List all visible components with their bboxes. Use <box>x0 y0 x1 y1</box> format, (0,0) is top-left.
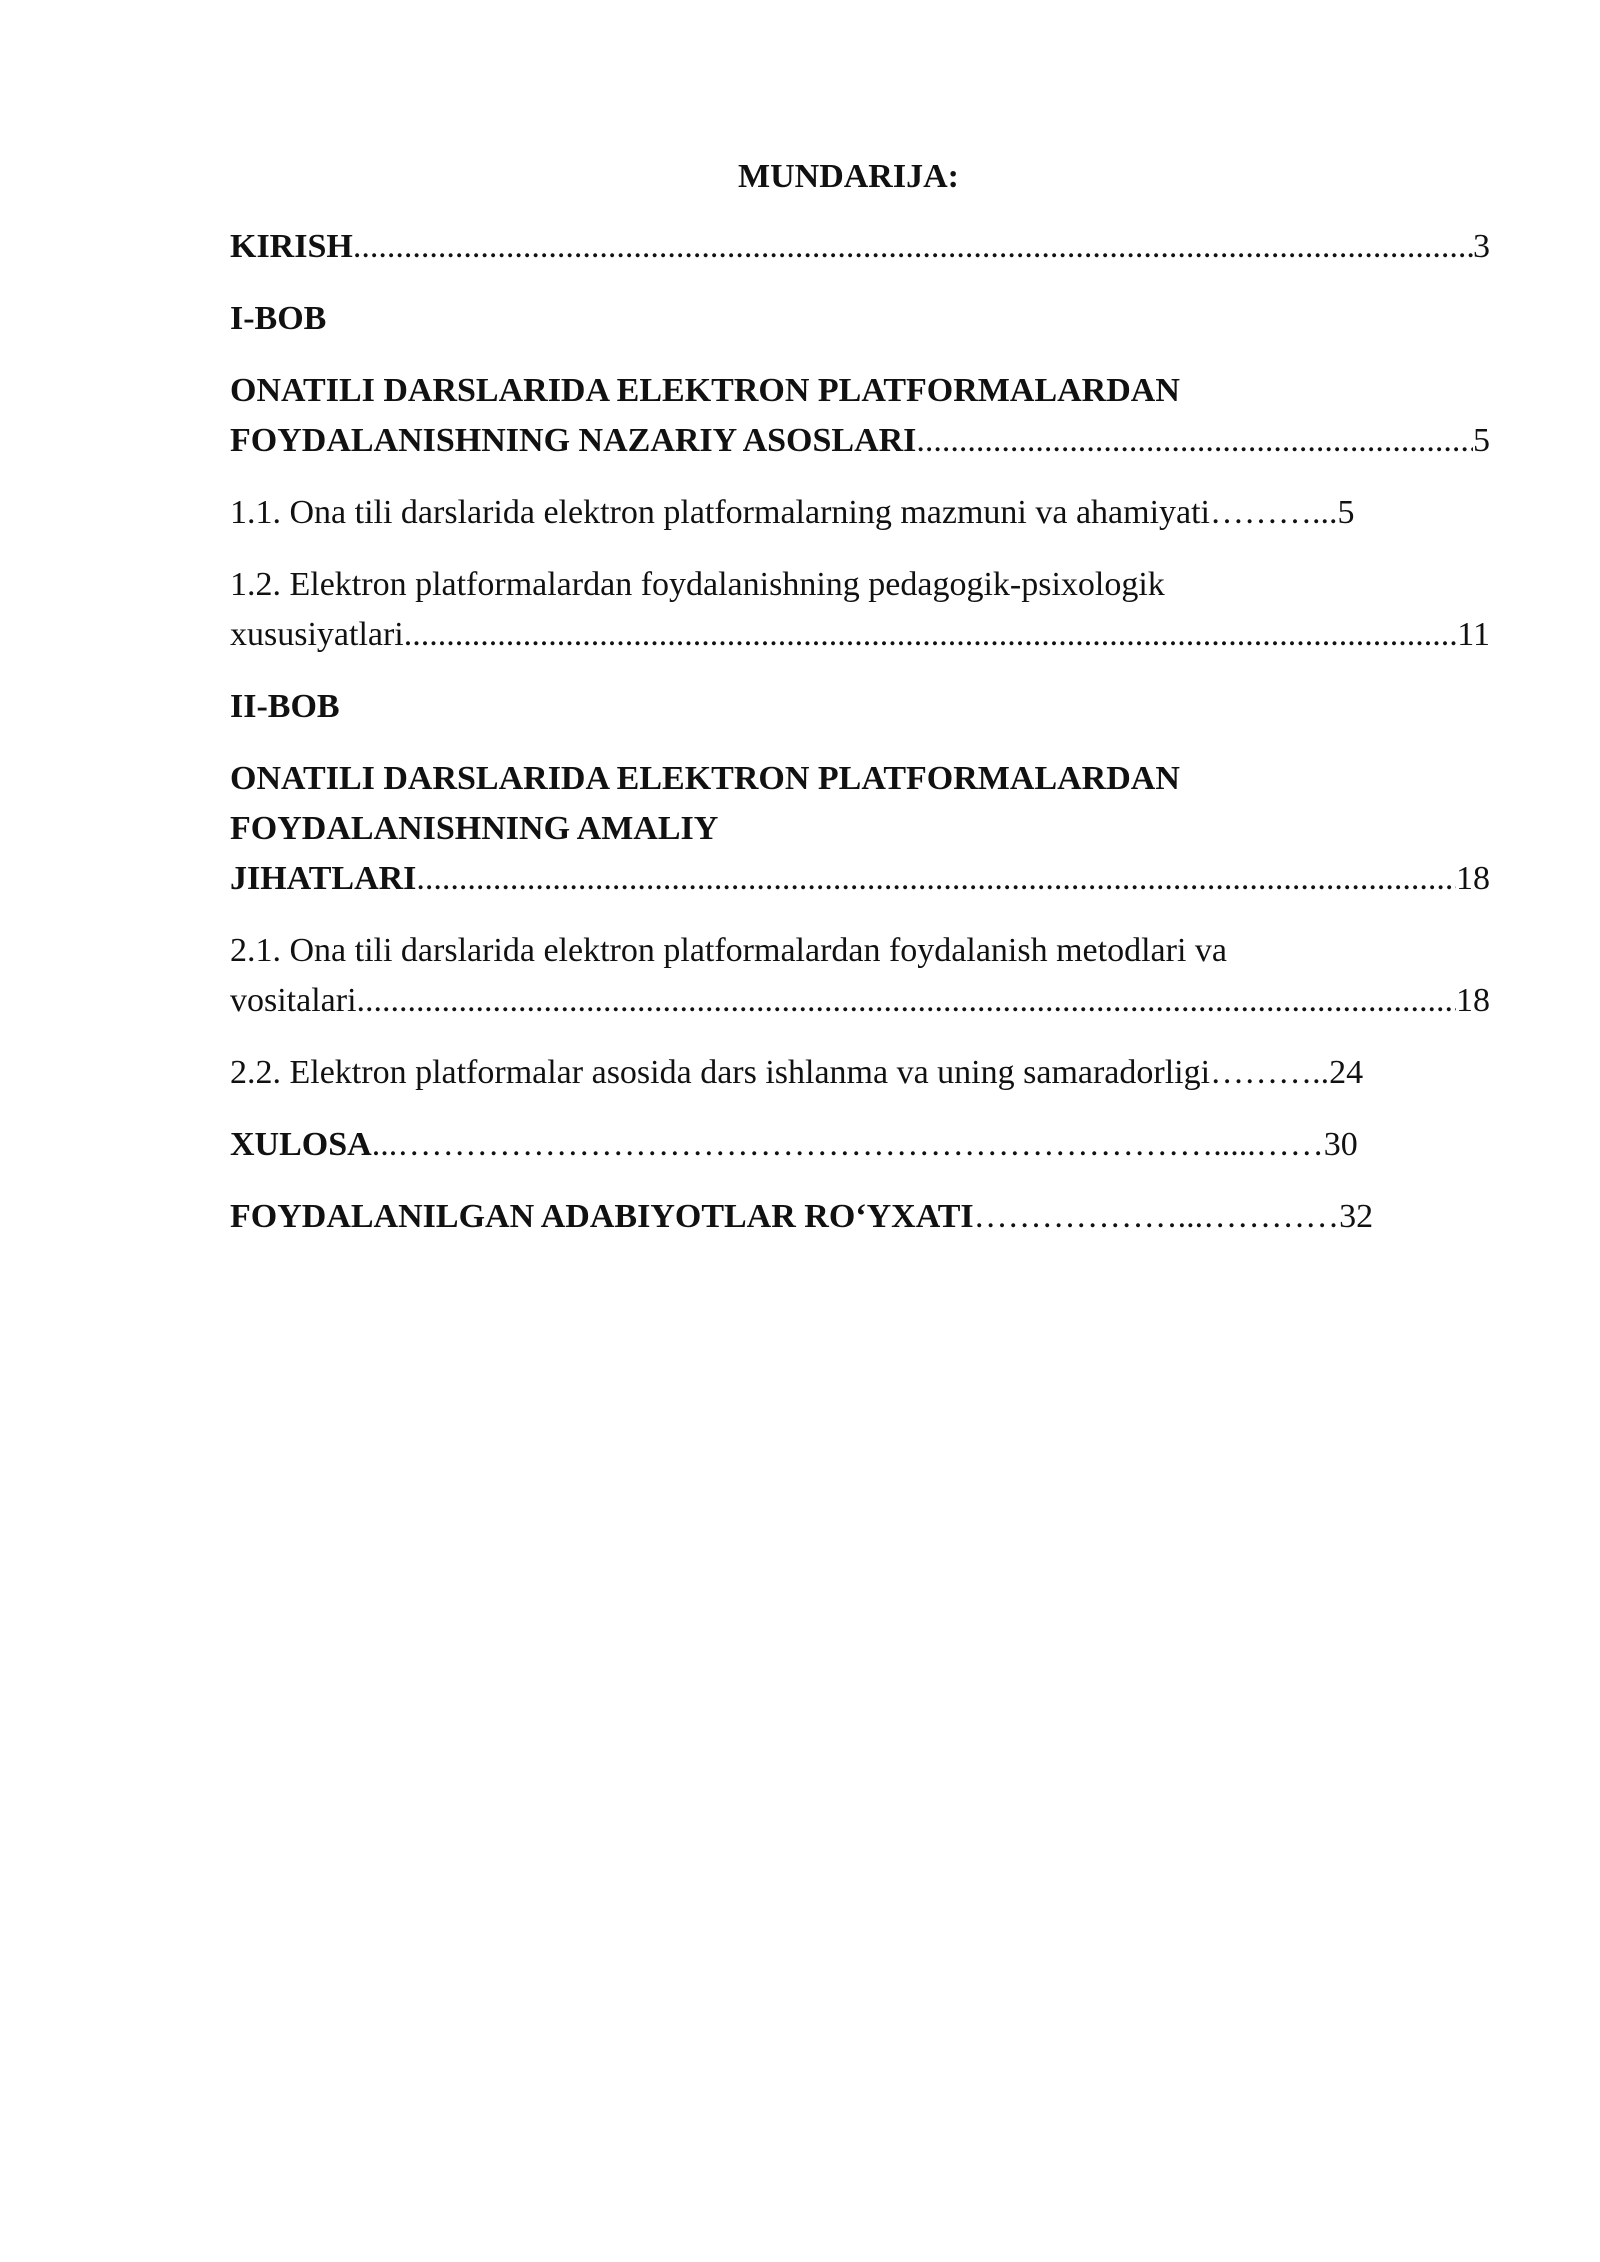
page-number: 11 <box>1457 616 1490 653</box>
toc-entry-kirish[interactable] <box>230 222 1490 272</box>
page-number: 5 <box>1337 494 1355 531</box>
toc-entry-label: 1.1. Ona tili darslarida elektron platformalarning mazmuni va ahamiyati <box>230 494 1211 531</box>
chapter-heading-1: I-BOB <box>230 300 327 337</box>
page-number: 18 <box>1456 982 1490 1019</box>
dot-leader <box>357 976 1456 1026</box>
chapter-title-1-line2: FOYDALANISHNING NAZARIY ASOSLARI <box>230 422 917 459</box>
chapter-heading-2: II-BOB <box>230 688 340 725</box>
toc-entry-chapter-1[interactable] <box>230 416 1490 466</box>
chapter-title-2-line2: FOYDALANISHNING AMALIY <box>230 810 719 847</box>
section-2-1-line2: vositalari <box>230 982 357 1019</box>
toc-entry-section-2-2[interactable] <box>230 1048 1490 1098</box>
page-number: 24 <box>1329 1054 1364 1091</box>
section-1-2-line2: xususiyatlari <box>230 616 404 653</box>
page-number: 32 <box>1339 1198 1374 1235</box>
page-number: 18 <box>1456 860 1490 897</box>
dot-leader: ………………...………… <box>973 1198 1340 1235</box>
page-number: 30 <box>1323 1126 1358 1163</box>
toc-entry-label: 2.2. Elektron platformalar asosida dars ishlanma va uning samaradorligi <box>230 1054 1211 1091</box>
toc-entry-xulosa[interactable] <box>230 1120 1490 1170</box>
section-1-2-line1: 1.2. Elektron platformalardan foydalanishning pedagogik-psixologik <box>230 566 1165 603</box>
toc-entry-label: FOYDALANILGAN ADABIYOTLAR RO‘YXATI <box>230 1198 974 1235</box>
page-number: 5 <box>1473 422 1490 459</box>
toc-entry-label: XULOSA <box>230 1126 372 1163</box>
chapter-title-2-line3: JIHATLARI <box>230 860 417 897</box>
dot-leader <box>353 222 1473 272</box>
toc-title: MUNDARIJA: <box>738 158 959 195</box>
toc-entry-section-1-1[interactable] <box>230 488 1490 538</box>
chapter-title-1-line1: ONATILI DARSLARIDA ELEKTRON PLATFORMALARDAN <box>230 372 1180 409</box>
dot-leader: ………... <box>1210 494 1338 531</box>
dot-leader <box>416 854 1456 904</box>
page-number: 3 <box>1473 228 1490 265</box>
dot-leader <box>404 610 1457 660</box>
toc-entry-section-2-1[interactable] <box>230 976 1490 1026</box>
dot-leader: ……….. <box>1210 1054 1330 1091</box>
chapter-title-2-line1: ONATILI DARSLARIDA ELEKTRON PLATFORMALARDAN <box>230 760 1180 797</box>
toc-entry-chapter-2[interactable] <box>230 854 1490 904</box>
toc-entry-label: KIRISH <box>230 228 353 265</box>
toc-entry-adabiyotlar[interactable] <box>230 1192 1490 1242</box>
toc-entry-section-1-2[interactable] <box>230 610 1490 660</box>
dot-leader <box>916 416 1473 466</box>
dot-leader: ...……………………………………………………………….....…… <box>371 1126 1324 1163</box>
section-2-1-line1: 2.1. Ona tili darslarida elektron platformalardan foydalanish metodlari va <box>230 932 1227 969</box>
